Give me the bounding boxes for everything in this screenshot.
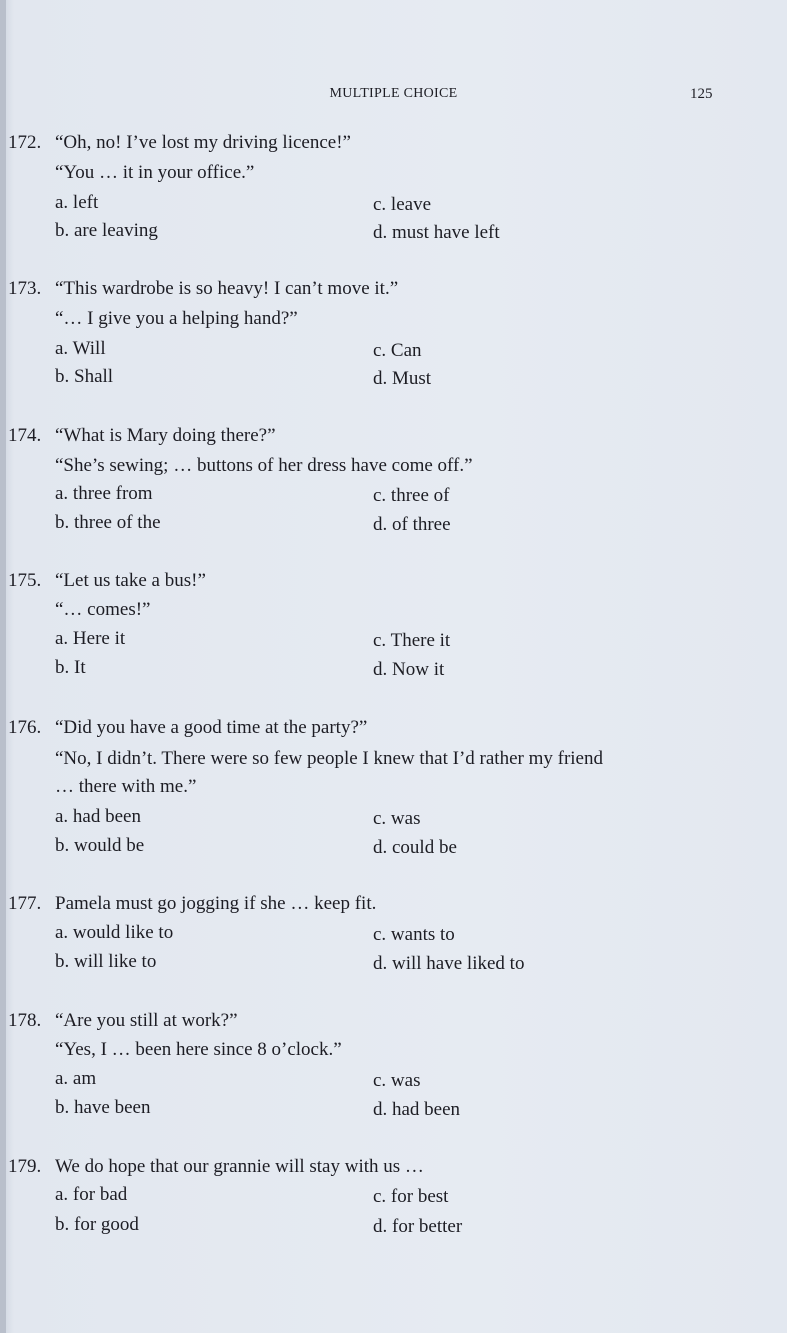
question-number: 173. [8,278,42,299]
option-d: d. will have liked to [373,953,525,974]
option-b: b. for good [55,1214,139,1235]
option-b: b. It [55,657,86,678]
running-header: MULTIPLE CHOICE [329,86,458,101]
question-number: 178. [8,1010,42,1031]
question-number: 174. [8,425,42,446]
question-line: … there with me.” [55,776,197,797]
option-a: a. am [55,1068,97,1089]
option-d: d. must have left [373,222,500,243]
question-line: “… I give you a helping hand?” [55,308,298,329]
option-a: a. would like to [55,922,174,943]
option-d: d. Must [373,368,432,389]
question-line: “Did you have a good time at the party?” [55,717,368,738]
option-b: b. are leaving [55,220,158,241]
question-line: We do hope that our grannie will stay with us … [55,1156,424,1177]
question-line: “She’s sewing; … buttons of her dress have come off.” [55,455,473,476]
option-b: b. would be [55,835,145,856]
question-line: Pamela must go jogging if she … keep fit. [55,893,377,914]
page-binding-edge [0,0,6,1333]
option-d: d. could be [373,837,457,858]
question-line: “What is Mary doing there?” [55,425,276,446]
option-c: c. three of [373,485,450,506]
option-a: a. Here it [55,628,126,649]
option-b: b. will like to [55,951,157,972]
option-a: a. left [55,192,99,213]
option-c: c. leave [373,194,432,215]
question-line: “Are you still at work?” [55,1010,238,1031]
option-c: c. was [373,1070,421,1091]
option-c: c. Can [373,340,422,361]
question-number: 177. [8,893,42,914]
question-line: “This wardrobe is so heavy! I can’t move it.” [55,278,399,299]
question-line: “… comes!” [55,599,151,620]
option-a: a. three from [55,483,153,504]
option-c: c. for best [373,1186,449,1207]
question-line: “No, I didn’t. There were so few people I knew that I’d rather my friend [55,748,603,769]
option-b: b. three of the [55,512,161,533]
page-number: 125 [690,86,713,102]
option-d: d. Now it [373,659,445,680]
option-d: d. for better [373,1216,463,1237]
option-b: b. have been [55,1097,151,1118]
question-number: 179. [8,1156,42,1177]
option-c: c. was [373,808,421,829]
option-b: b. Shall [55,366,114,387]
option-a: a. Will [55,338,106,359]
option-d: d. of three [373,514,451,535]
option-c: c. wants to [373,924,455,945]
question-number: 172. [8,132,42,153]
option-d: d. had been [373,1099,461,1120]
question-number: 175. [8,570,42,591]
question-line: “Let us take a bus!” [55,570,206,591]
option-a: a. for bad [55,1184,128,1205]
question-line: “You … it in your office.” [55,162,255,183]
question-line: “Yes, I … been here since 8 o’clock.” [55,1039,342,1060]
option-a: a. had been [55,806,141,827]
question-line: “Oh, no! I’ve lost my driving licence!” [55,132,351,153]
option-c: c. There it [373,630,451,651]
question-number: 176. [8,717,42,738]
